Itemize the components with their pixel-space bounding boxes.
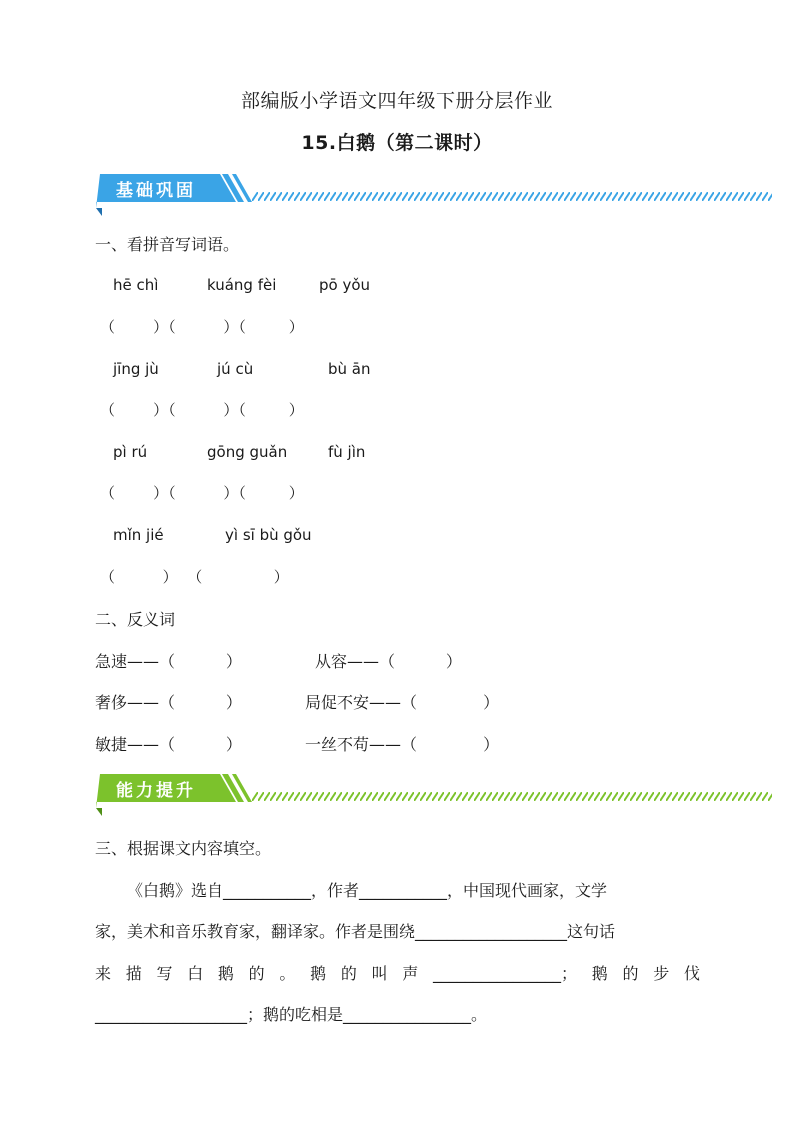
- pinyin-gongguan: gōng guǎn: [207, 443, 288, 461]
- fill-line-1[interactable]: 《白鹅》选自___________，作者___________，中国现代画家，文学: [127, 881, 608, 900]
- answer-blanks-row-3[interactable]: （ ）（ ）（ ）: [100, 484, 304, 502]
- question-2-title: 二、反义词: [95, 610, 176, 629]
- question-3-title: 三、根据课文内容填空。: [95, 839, 272, 858]
- pinyin-minjie: mǐn jié: [113, 526, 164, 544]
- antonym-jucubuan[interactable]: 局促不安——（ ）: [305, 693, 500, 712]
- pinyin-kuangfei: kuáng fèi: [207, 276, 277, 294]
- answer-blanks-row-1[interactable]: （ ）（ ）（ ）: [100, 318, 304, 336]
- pinyin-yisibugou: yì sī bù gǒu: [225, 526, 312, 544]
- fill-line-4[interactable]: ___________________；鹅的吃相是________________。: [95, 1005, 488, 1024]
- antonym-shechi[interactable]: 奢侈——（ ）: [95, 693, 242, 712]
- answer-blanks-row-4[interactable]: （ ） （ ）: [100, 568, 289, 586]
- fill-line-3[interactable]: 来描写白鹅的。鹅的叫声________________；鹅的步伐: [95, 964, 700, 983]
- banner-label: 基础巩固: [116, 181, 196, 201]
- worksheet-title: 部编版小学语文四年级下册分层作业: [240, 90, 553, 112]
- fill-line-2[interactable]: 家，美术和音乐教育家，翻译家。作者是围绕___________________这句话: [95, 922, 616, 941]
- pinyin-buan: bù ān: [328, 360, 371, 378]
- pinyin-jingju: jīng jù: [113, 360, 159, 378]
- antonym-congrong[interactable]: 从容——（ ）: [315, 652, 462, 671]
- answer-blanks-row-2[interactable]: （ ）（ ）（ ）: [100, 401, 304, 419]
- banner-stripes: [252, 792, 772, 801]
- lesson-title: 15.白鹅（第二课时）: [301, 132, 493, 154]
- banner-stripes: [252, 192, 772, 201]
- pinyin-piru: pì rú: [113, 443, 148, 461]
- antonym-minjie[interactable]: 敏捷——（ ）: [95, 735, 242, 754]
- antonym-jisu[interactable]: 急速——（ ）: [95, 652, 242, 671]
- question-1-title: 一、看拼音写词语。: [95, 235, 240, 254]
- antonym-yisibugou[interactable]: 一丝不苟——（ ）: [305, 735, 500, 754]
- banner-label: 能力提升: [116, 781, 196, 801]
- pinyin-poyou: pō yǒu: [319, 276, 371, 294]
- section-banner-basic: [94, 172, 676, 216]
- pinyin-jucu: jú cù: [217, 360, 254, 378]
- pinyin-hechi: hē chì: [113, 276, 159, 294]
- section-banner-advanced: [94, 772, 676, 816]
- pinyin-fujin: fù jìn: [328, 443, 366, 461]
